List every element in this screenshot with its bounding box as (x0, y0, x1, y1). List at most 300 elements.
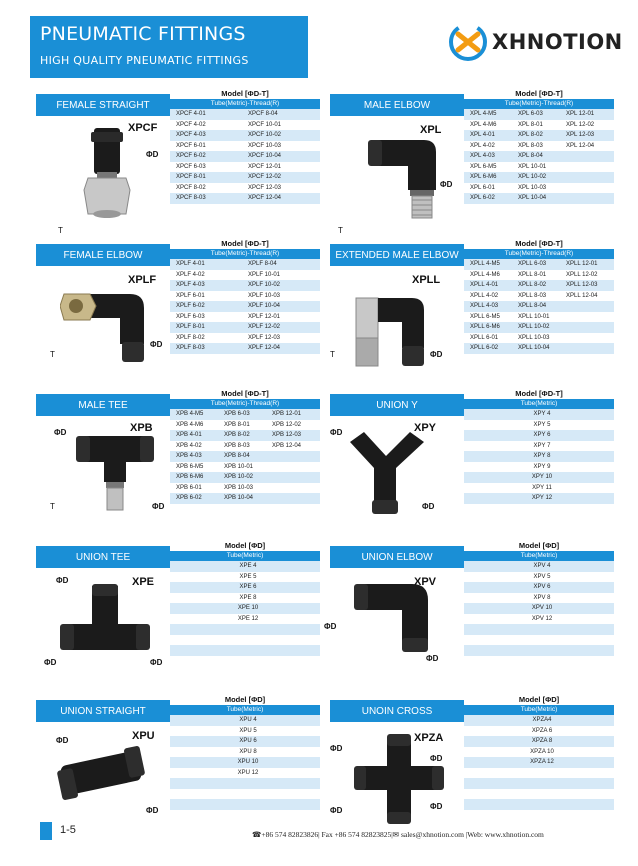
table-cell (272, 462, 320, 473)
table-row (464, 778, 614, 789)
table-row (170, 120, 320, 131)
table-row (464, 120, 614, 131)
table-cell (470, 624, 614, 635)
table-cell: XPL 4-03 (470, 153, 495, 159)
product-code: XPY (414, 422, 437, 434)
table-cell: XPU 12 (237, 769, 259, 776)
contact-info: ☎+86 574 82823826| Fax +86 574 82823825|✉ sales@xhnotion.com |Web: www.xhnotion.com (252, 830, 544, 839)
model-header: Model [ΦD] (224, 695, 266, 704)
table-cell: XPY 8 (533, 453, 551, 459)
table-cell: XPLL 8-01 (518, 271, 547, 278)
table-cell: XPB 10-02 (224, 474, 254, 480)
sub-header: Tube(Metric) (464, 399, 614, 409)
table-cell: XPLL 12-02 (566, 271, 598, 278)
table-cell: XPLL 12-03 (566, 282, 598, 288)
table-cell: XPCF 8-04 (248, 111, 278, 117)
table-row (464, 280, 614, 291)
fitting-image (352, 288, 432, 379)
dimension-label: T (50, 502, 55, 511)
category-label: UNION Y (330, 394, 464, 416)
table-row (170, 572, 320, 583)
table-cell: XPCF 4-02 (176, 121, 206, 128)
table-row (170, 614, 320, 625)
table-row (464, 736, 614, 747)
brand-logo (446, 20, 623, 64)
dimension-label: T (50, 350, 55, 359)
product-panel (330, 238, 614, 378)
table-row (170, 162, 320, 173)
table-row (464, 715, 614, 726)
product-panel (330, 388, 614, 528)
sub-header: Tube(Metric)-Thread(R) (170, 99, 320, 109)
table-row (170, 333, 320, 344)
table-cell (470, 768, 614, 779)
table-cell: XPCF 6-03 (176, 163, 206, 170)
table-cell (272, 451, 320, 462)
table-row (464, 799, 614, 810)
model-header: Model [ΦD] (518, 695, 560, 704)
category-label: UNION TEE (36, 546, 170, 568)
model-table (464, 388, 614, 504)
table-row (170, 493, 320, 504)
table-row (464, 109, 614, 120)
table-cell: XPLL 4-M6 (470, 271, 500, 278)
dimension-label: ΦD (56, 736, 69, 745)
table-cell: XPZA 10 (530, 748, 554, 755)
table-cell (470, 635, 614, 646)
table-cell: XPL 6-M5 (470, 163, 497, 170)
table-cell: XPL 6-01 (470, 184, 495, 191)
table-row (170, 561, 320, 572)
table-row (464, 451, 614, 462)
table-row (170, 451, 320, 462)
table-cell: XPY 10 (531, 474, 553, 480)
product-panel (324, 540, 614, 680)
table-cell: XPCF 12-01 (248, 163, 282, 170)
table-row (464, 757, 614, 768)
model-header: Model [ΦD] (518, 541, 560, 550)
table-cell: XPLL 8-02 (518, 282, 547, 288)
table-cell: XPCF 10-01 (248, 121, 282, 128)
model-table (170, 388, 320, 504)
table-row (170, 430, 320, 441)
table-row (464, 462, 614, 473)
dimension-label: T (330, 350, 335, 359)
table-cell: XPZA 8 (531, 738, 553, 744)
table-cell: XPLL 6-02 (470, 345, 499, 351)
table-cell: XPE 8 (239, 594, 257, 601)
table-cell: XPU 8 (239, 748, 257, 755)
table-row (464, 726, 614, 737)
table-cell: XPL 10-01 (518, 163, 547, 170)
page-number-marker (40, 822, 52, 840)
table-cell: XPE 12 (237, 615, 259, 622)
product-panel (36, 388, 320, 528)
table-row (464, 151, 614, 162)
table-cell: XPL 6-03 (518, 111, 543, 117)
product-code: XPL (420, 124, 442, 136)
model-header: Model [ΦD] (224, 541, 266, 550)
table-cell: XPLF 6-02 (176, 303, 205, 309)
table-cell: XPL 6-02 (470, 195, 495, 201)
table-cell: XPLF 10-02 (248, 282, 281, 288)
table-row (170, 768, 320, 779)
dimension-label: ΦD (152, 502, 165, 511)
table-cell: XPB 8-02 (224, 432, 250, 438)
table-cell: XPB 10-03 (224, 484, 254, 491)
table-cell: XPB 12-02 (272, 421, 302, 428)
table-row (170, 172, 320, 183)
dimension-label: ΦD (150, 340, 163, 349)
sub-header: Tube(Metric) (464, 551, 614, 561)
xhnotion-logo-icon (446, 20, 490, 64)
sub-header: Tube(Metric) (170, 551, 320, 561)
table-row (464, 322, 614, 333)
table-row (464, 333, 614, 344)
category-label: MALE TEE (36, 394, 170, 416)
table-cell: XPB 6-01 (176, 484, 202, 491)
table-cell (272, 493, 320, 504)
model-table (464, 694, 614, 810)
table-cell: XPLF 8-01 (176, 324, 205, 330)
product-panel (330, 88, 614, 235)
dimension-label: ΦD (330, 744, 343, 753)
product-panel (36, 540, 320, 680)
category-label: FEMALE STRAIGHT (36, 94, 170, 116)
table-cell: XPB 12-04 (272, 442, 302, 449)
product-panel (330, 694, 614, 834)
table-cell (176, 645, 320, 656)
table-cell (566, 193, 614, 204)
table-row (464, 312, 614, 323)
product-code: XPZA (414, 732, 444, 744)
sub-header: Tube(Metric) (170, 705, 320, 715)
sub-header: Tube(Metric)-Thread(R) (464, 249, 614, 259)
table-cell: XPY 9 (533, 463, 551, 470)
table-cell: XPL 4-M6 (470, 121, 497, 128)
table-cell: XPCF 12-04 (248, 195, 282, 201)
table-cell: XPLL 6-M5 (470, 313, 500, 320)
table-cell: XPY 7 (533, 442, 551, 449)
table-cell: XPL 8-03 (518, 142, 543, 149)
table-cell: XPL 12-03 (566, 132, 595, 138)
table-cell (566, 172, 614, 183)
table-cell: XPY 12 (531, 495, 553, 501)
table-cell: XPL 8-01 (518, 121, 543, 128)
dimension-label: ΦD (44, 658, 57, 667)
table-cell: XPL 4-M5 (470, 111, 497, 117)
table-cell: XPE 6 (239, 584, 257, 590)
table-cell: XPCF 6-02 (176, 153, 206, 159)
table-cell: XPLL 10-03 (518, 334, 550, 341)
table-cell: XPLL 4-01 (470, 282, 499, 288)
table-cell: XPLF 4-03 (176, 282, 205, 288)
table-row (464, 561, 614, 572)
table-cell: XPV 4 (533, 563, 551, 569)
table-cell: XPLF 6-01 (176, 292, 205, 299)
model-header: Model [ΦD-T] (221, 89, 269, 98)
table-cell: XPU 4 (239, 717, 257, 723)
table-cell: XPY 6 (533, 432, 551, 438)
table-row (464, 593, 614, 604)
table-cell: XPCF 8-02 (176, 184, 206, 191)
table-cell: XPL 8-02 (518, 132, 543, 138)
table-cell: XPB 6-03 (224, 411, 250, 417)
table-cell (566, 162, 614, 173)
table-cell: XPCF 8-03 (176, 195, 206, 201)
table-cell: XPY 5 (533, 421, 551, 428)
table-cell: XPLF 4-02 (176, 271, 205, 278)
model-table (170, 238, 320, 354)
table-row (464, 493, 614, 504)
dimension-label: ΦD (54, 428, 67, 437)
model-table (170, 694, 320, 810)
table-cell: XPV 8 (533, 594, 551, 601)
table-cell (470, 778, 614, 789)
table-row (170, 789, 320, 800)
table-row (170, 343, 320, 354)
table-row (464, 441, 614, 452)
table-row (170, 141, 320, 152)
table-cell: XPB 6-M6 (176, 474, 204, 480)
table-row (170, 747, 320, 758)
table-cell (566, 312, 614, 323)
sub-header: Tube(Metric)-Thread(R) (170, 399, 320, 409)
table-cell: XPLL 8-03 (518, 292, 547, 299)
page-number: 1-5 (60, 824, 76, 836)
dimension-label: ΦD (146, 150, 159, 159)
fitting-image (56, 744, 146, 809)
table-cell: XPE 10 (237, 605, 259, 611)
table-cell: XPZA 6 (531, 727, 553, 734)
table-cell (566, 343, 614, 354)
dimension-label: ΦD (330, 806, 343, 815)
table-row (464, 259, 614, 270)
table-cell: XPCF 10-03 (248, 142, 282, 149)
table-cell (176, 624, 320, 635)
table-cell (176, 635, 320, 646)
table-cell: XPL 10-04 (518, 195, 547, 201)
table-cell (470, 645, 614, 656)
table-row (464, 572, 614, 583)
table-cell: XPCF 10-02 (248, 132, 282, 138)
table-cell: XPY 11 (532, 484, 552, 491)
table-cell: XPB 4-M6 (176, 421, 204, 428)
table-cell: XPLL 4-03 (470, 303, 499, 309)
table-cell: XPU 5 (239, 727, 257, 734)
table-cell: XPLF 12-03 (248, 334, 281, 341)
table-row (170, 280, 320, 291)
fitting-image (76, 428, 156, 523)
table-row (464, 141, 614, 152)
model-header: Model [ΦD-T] (221, 389, 269, 398)
table-row (170, 193, 320, 204)
table-row (170, 322, 320, 333)
page-subtitle: HIGH QUALITY PNEUMATIC FITTINGS (40, 54, 249, 67)
table-cell: XPL 8-04 (518, 153, 543, 159)
table-cell: XPLL 10-04 (518, 345, 550, 351)
dimension-label: ΦD (430, 350, 443, 359)
model-table (170, 88, 320, 204)
table-row (464, 291, 614, 302)
table-cell: XPLL 6-01 (470, 334, 499, 341)
table-row (464, 582, 614, 593)
table-row (170, 109, 320, 120)
dimension-label: ΦD (56, 576, 69, 585)
table-cell: XPLL 6-M6 (470, 324, 500, 330)
table-row (170, 778, 320, 789)
table-row (464, 301, 614, 312)
table-row (464, 768, 614, 779)
product-code: XPLF (128, 274, 157, 286)
table-cell: XPLL 8-04 (518, 303, 547, 309)
category-label: UNOIN CROSS (330, 700, 464, 722)
dimension-label: ΦD (422, 502, 435, 511)
fitting-image (364, 130, 444, 235)
table-row (170, 603, 320, 614)
table-cell: XPB 8-04 (224, 453, 250, 459)
table-cell (470, 789, 614, 800)
category-label: EXTENDED MALE ELBOW (330, 244, 464, 266)
table-cell: XPU 6 (239, 738, 257, 744)
model-table (464, 238, 614, 354)
table-cell: XPL 6-M6 (470, 174, 497, 180)
table-row (170, 183, 320, 194)
table-row (464, 162, 614, 173)
fitting-image (80, 128, 134, 223)
table-row (170, 462, 320, 473)
table-cell: XPLL 12-01 (566, 261, 598, 267)
table-cell: XPLF 12-01 (248, 313, 281, 320)
dimension-label: T (58, 226, 63, 235)
model-table (464, 88, 614, 204)
table-row (464, 420, 614, 431)
model-table (170, 540, 320, 656)
table-row (170, 757, 320, 768)
product-code: XPE (132, 576, 155, 588)
product-code: XPU (132, 730, 155, 742)
table-cell: XPCF 4-03 (176, 132, 206, 138)
sub-header: Tube(Metric)-Thread(R) (170, 249, 320, 259)
table-cell: XPB 4-02 (176, 442, 202, 449)
table-row (170, 799, 320, 810)
category-label: UNION STRAIGHT (36, 700, 170, 722)
table-cell: XPLL 4-M5 (470, 261, 500, 267)
table-row (464, 789, 614, 800)
fitting-image (60, 288, 150, 373)
dimension-label: T (338, 226, 343, 235)
table-cell (566, 183, 614, 194)
table-cell: XPV 12 (531, 615, 553, 622)
table-cell: XPV 5 (533, 573, 551, 580)
table-row (464, 747, 614, 758)
table-cell: XPCF 8-01 (176, 174, 206, 180)
table-row (464, 472, 614, 483)
table-cell: XPLL 4-02 (470, 292, 499, 299)
table-cell (566, 333, 614, 344)
table-cell: XPLF 8-03 (176, 345, 205, 351)
table-cell: XPB 12-01 (272, 411, 302, 417)
table-row (170, 582, 320, 593)
table-cell: XPLL 10-02 (518, 324, 550, 330)
table-row (170, 420, 320, 431)
table-cell: XPB 4-03 (176, 453, 202, 459)
table-cell: XPZA 12 (530, 759, 554, 765)
table-cell: XPLF 10-04 (248, 303, 281, 309)
sub-header: Tube(Metric)-Thread(R) (464, 99, 614, 109)
table-cell: XPCF 12-02 (248, 174, 282, 180)
model-header: Model [ΦD-T] (515, 389, 563, 398)
table-row (464, 624, 614, 635)
table-row (464, 603, 614, 614)
table-cell: XPCF 4-01 (176, 111, 206, 117)
table-row (170, 409, 320, 420)
table-row (170, 151, 320, 162)
table-row (464, 645, 614, 656)
table-cell: XPLL 6-03 (518, 261, 547, 267)
table-row (464, 409, 614, 420)
table-row (170, 259, 320, 270)
table-cell: XPLF 8-04 (248, 261, 277, 267)
table-cell: XPCF 12-03 (248, 184, 282, 191)
table-cell (566, 301, 614, 312)
table-cell: XPLL 12-04 (566, 292, 598, 299)
table-row (170, 441, 320, 452)
table-cell (566, 322, 614, 333)
table-cell: XPL 4-01 (470, 132, 495, 138)
table-row (170, 593, 320, 604)
table-cell: XPU 10 (237, 759, 259, 765)
table-cell: XPL 12-02 (566, 121, 595, 128)
table-cell (566, 151, 614, 162)
table-cell: XPB 6-02 (176, 495, 202, 501)
table-row (464, 430, 614, 441)
table-cell: XPB 4-01 (176, 432, 202, 438)
table-row (170, 472, 320, 483)
table-row (464, 270, 614, 281)
model-header: Model [ΦD-T] (515, 239, 563, 248)
table-cell: XPB 8-03 (224, 442, 250, 449)
table-cell: XPLF 4-01 (176, 261, 205, 267)
table-row (170, 645, 320, 656)
table-row (464, 635, 614, 646)
dimension-label: ΦD (150, 658, 163, 667)
table-row (464, 483, 614, 494)
fitting-image (60, 584, 150, 669)
product-panel (36, 238, 320, 378)
table-row (170, 736, 320, 747)
dimension-label: ΦD (324, 622, 337, 631)
table-cell: XPLF 12-02 (248, 324, 281, 330)
table-cell: XPL 12-04 (566, 142, 595, 149)
table-cell: XPLF 6-03 (176, 313, 205, 320)
table-cell: XPLF 12-04 (248, 345, 281, 351)
table-cell: XPV 6 (533, 584, 551, 590)
table-cell: XPV 10 (531, 605, 553, 611)
table-cell: XPL 10-02 (518, 174, 547, 180)
table-cell: XPE 4 (239, 563, 257, 569)
table-cell: XPL 10-03 (518, 184, 547, 191)
product-panel (36, 88, 320, 235)
table-row (464, 183, 614, 194)
table-cell: XPLF 10-01 (248, 271, 281, 278)
table-cell: XPLF 8-02 (176, 334, 205, 341)
table-cell (176, 778, 320, 789)
table-cell: XPB 12-03 (272, 432, 302, 438)
table-row (464, 193, 614, 204)
table-cell: XPE 5 (239, 573, 257, 580)
table-cell: XPB 8-01 (224, 421, 250, 428)
